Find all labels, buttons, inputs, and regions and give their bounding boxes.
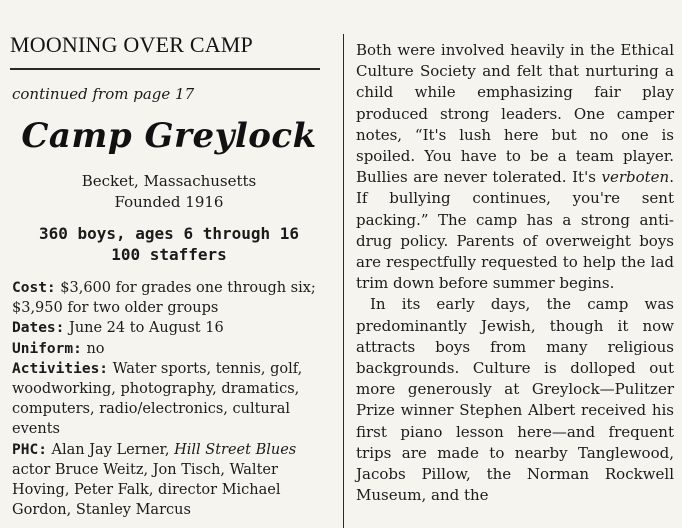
phc-value-2: actor Bruce Weitz, Jon Tisch, Walter Hoving, Peter Falk, director Michael Gordon, Stanley Marcus (12, 461, 281, 519)
camp-location: Becket, Massachusetts (81, 172, 257, 190)
cost-label: Cost: (12, 280, 56, 296)
dates-label: Dates: (12, 320, 65, 337)
paragraph-1-b: . If bullying continues, you're sent packing.” The camp has a strong anti-drug policy. Parents of overweight boys are respectfully requested to help the lad trim down before summer begins. (356, 168, 674, 293)
activities-label: Activities: (12, 360, 109, 377)
uniform-label: Uniform: (12, 340, 82, 357)
header-rule (10, 68, 320, 70)
phc-value-1: Alan Jay Lerner, (46, 441, 175, 458)
phc-entry (12, 440, 330, 521)
paragraph-1-a: Both were involved heavily in the Ethical Culture Society and felt that nurturing a child while emphasizing fair play produced strong leaders. One camper notes, “It's lush here but no one is spoiled. You have to be a team player. Bullies are never tolerated. It's (356, 41, 674, 187)
camp-details (12, 278, 330, 520)
cost-value: $3,600 for grades one through six; $3,950 for two older groups (12, 280, 316, 317)
camp-staff-count: 100 staffers (111, 245, 227, 264)
dates-entry (12, 318, 330, 338)
paragraph-1-emphasis: verboten (601, 168, 670, 187)
cost-entry (12, 278, 330, 318)
phc-show-title: Hill Street Blues (174, 441, 297, 458)
continued-note: continued from page 17 (12, 85, 195, 103)
phc-label: PHC: (12, 441, 47, 458)
uniform-entry (12, 339, 330, 359)
activities-entry (12, 359, 330, 440)
paragraph-2: In its early days, the camp was predominantly Jewish, though it now attracts boys from many religious backgrounds. Culture is dolloped out more generously at Greylock—Pulitzer Prize winner Stephen Albert received his first piano lesson here—and frequent trips are made to nearby Tanglewood, Jacobs Pillow, the Norman Rockwell Museum, and the (356, 295, 674, 505)
uniform-value: no (81, 340, 105, 357)
dates-value: June 24 to August 16 (64, 320, 224, 337)
camp-name-title: Camp Greylock (21, 116, 317, 156)
section-header: MOONING OVER CAMP (10, 32, 253, 57)
column-divider (343, 34, 344, 528)
camp-enrollment: 360 boys, ages 6 through 16 (38, 224, 300, 243)
camp-founded: Founded 1916 (114, 193, 224, 211)
paragraph-1 (356, 40, 674, 294)
activities-value: Water sports, tennis, golf, woodworking, photography, dramatics, computers, radio/electronics, cultural events (12, 360, 303, 438)
article-body (356, 40, 674, 506)
